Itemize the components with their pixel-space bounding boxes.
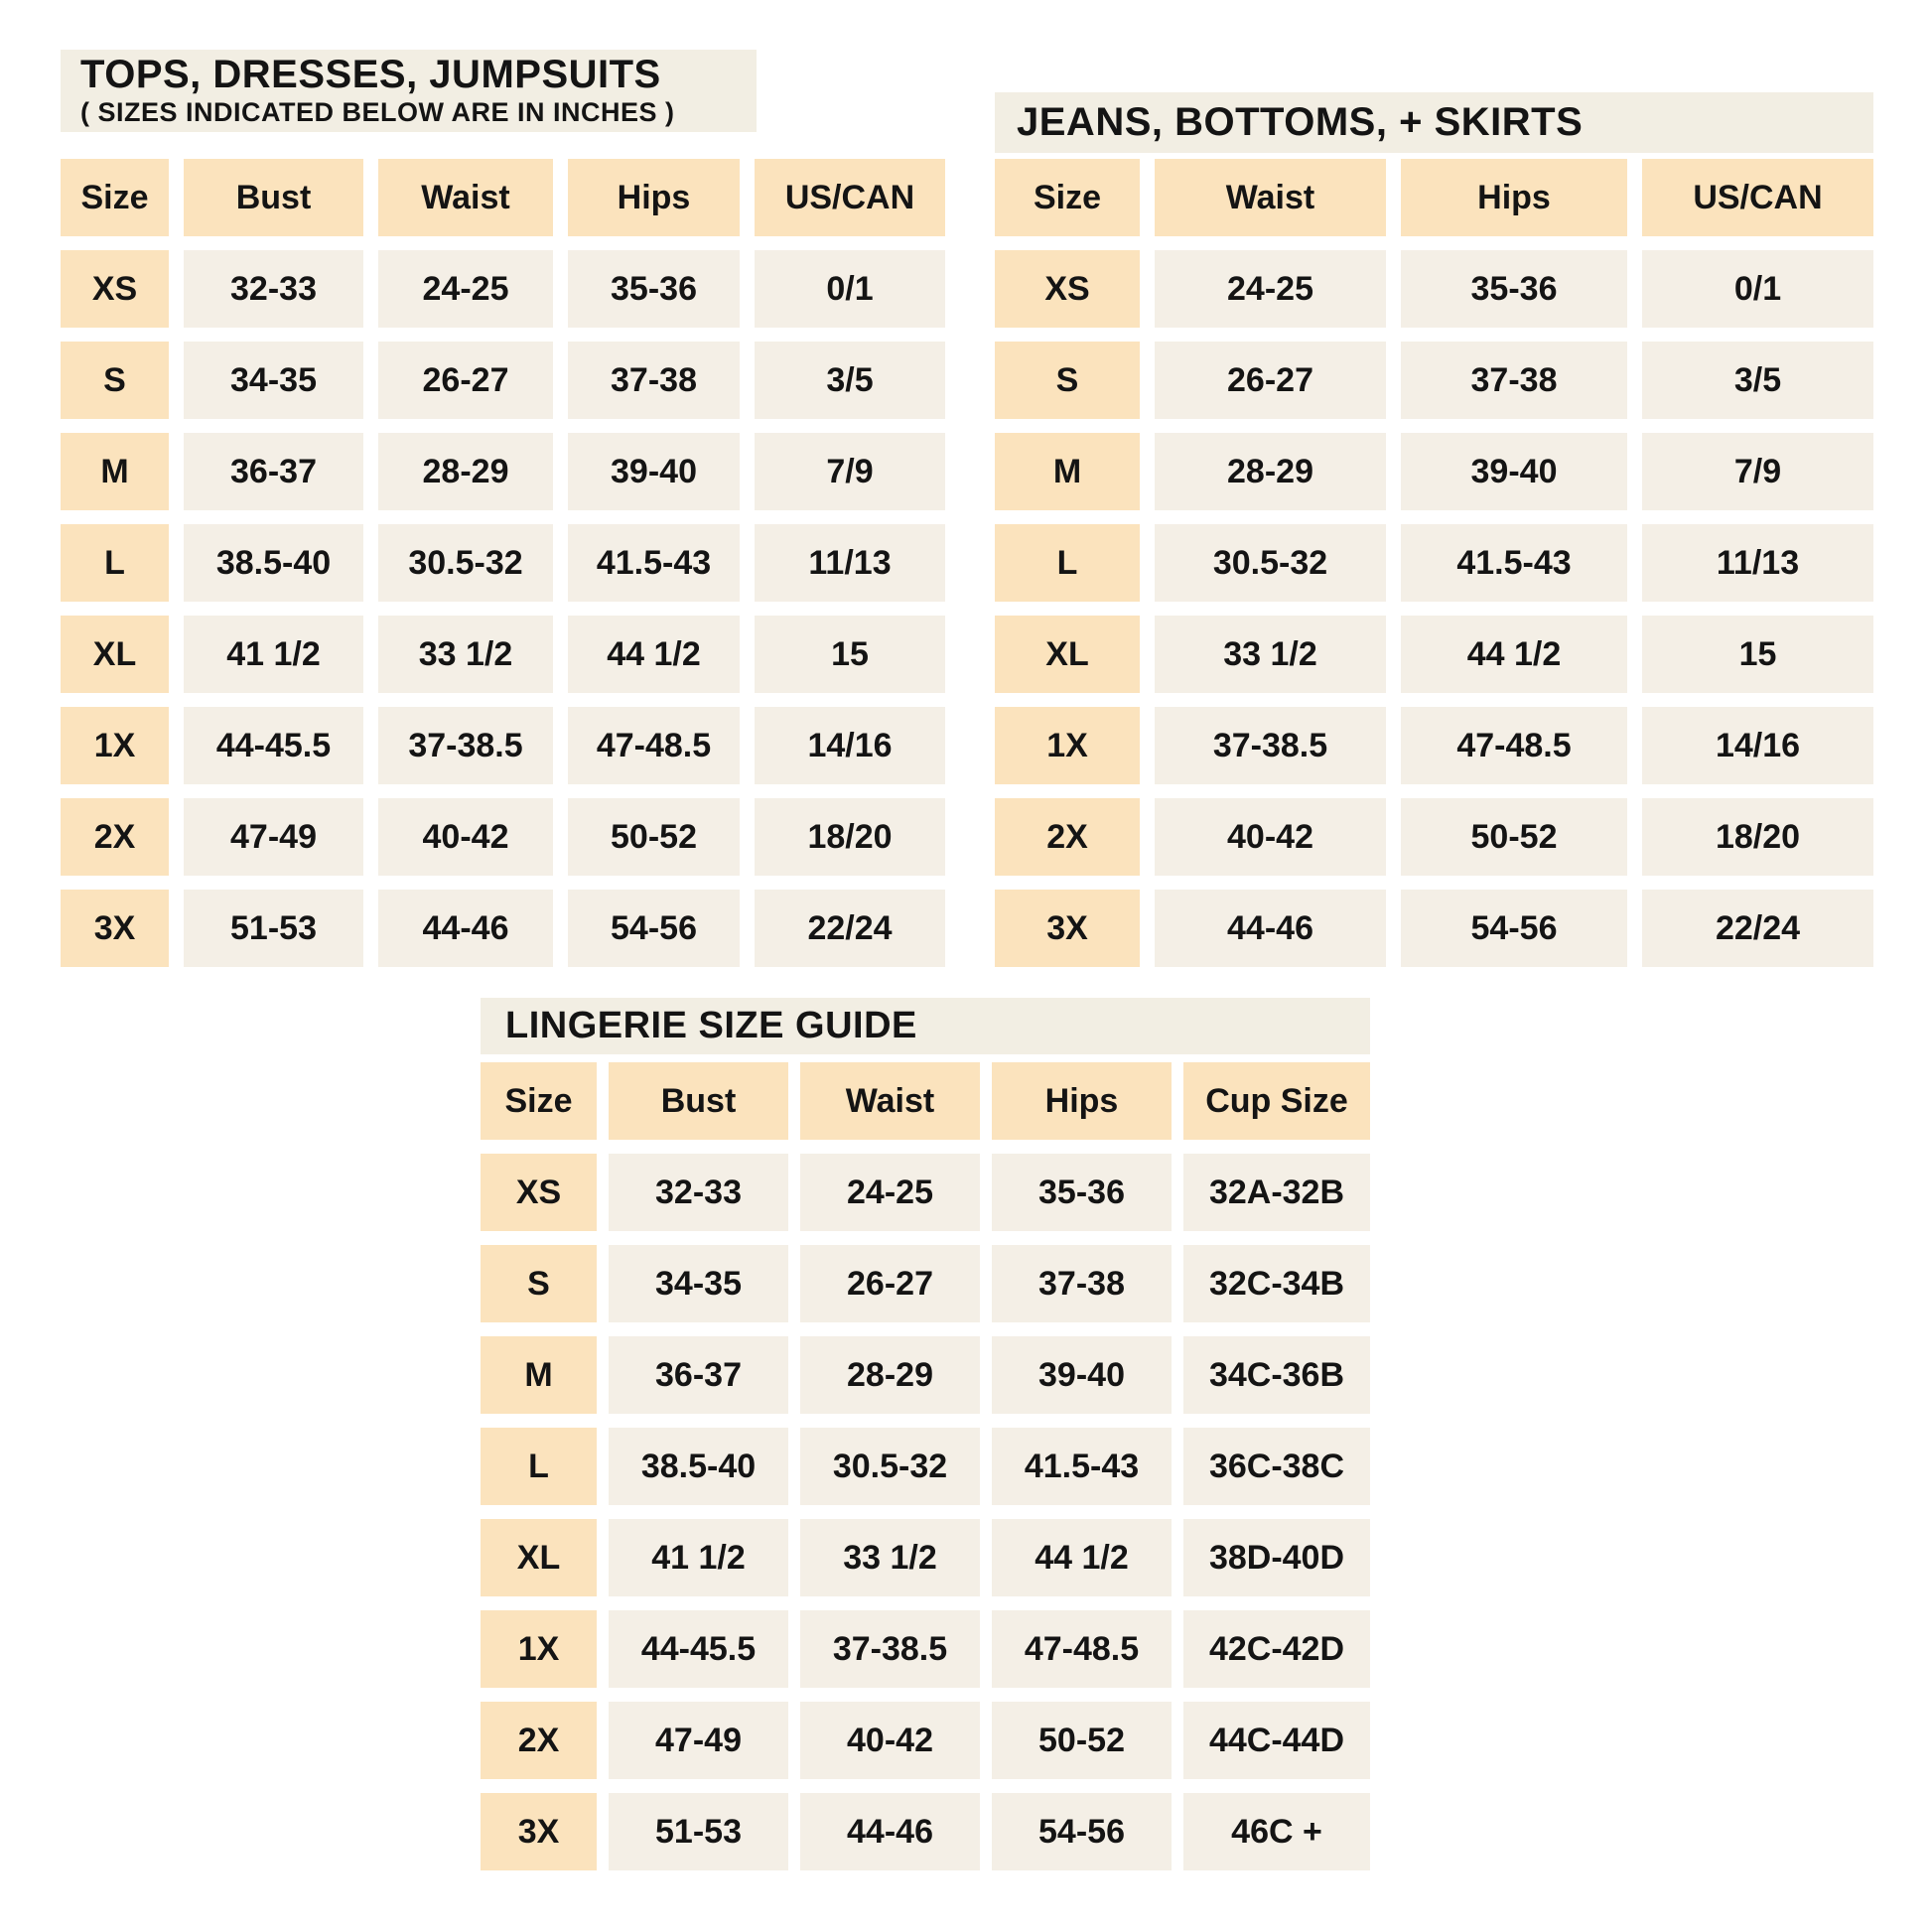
value-cell: 51-53 — [184, 890, 363, 967]
value-cell: 44C-44D — [1183, 1702, 1370, 1779]
value-cell: 38.5-40 — [184, 524, 363, 602]
value-cell: 22/24 — [1642, 890, 1873, 967]
value-cell: 30.5-32 — [1155, 524, 1386, 602]
value-cell: 24-25 — [1155, 250, 1386, 328]
value-cell: 34-35 — [609, 1245, 788, 1322]
size-label-cell: 3X — [481, 1793, 597, 1870]
size-label-cell: XL — [481, 1519, 597, 1596]
size-label-cell: S — [995, 342, 1140, 419]
size-label-cell: M — [995, 433, 1140, 510]
value-cell: 35-36 — [568, 250, 740, 328]
value-cell: 26-27 — [1155, 342, 1386, 419]
table-title-band — [61, 50, 757, 132]
value-cell: 41.5-43 — [992, 1428, 1172, 1505]
value-cell: 41.5-43 — [568, 524, 740, 602]
size-label-cell: L — [61, 524, 169, 602]
value-cell: 7/9 — [755, 433, 945, 510]
value-cell: 18/20 — [755, 798, 945, 876]
table-subtitle: ( SIZES INDICATED BELOW ARE IN INCHES ) — [80, 96, 675, 127]
size-label-cell: 1X — [481, 1610, 597, 1688]
size-label-cell: 3X — [995, 890, 1140, 967]
value-cell: 46C + — [1183, 1793, 1370, 1870]
value-cell: 34C-36B — [1183, 1336, 1370, 1414]
value-cell: 44 1/2 — [1401, 616, 1627, 693]
value-cell: 44-46 — [1155, 890, 1386, 967]
table-section-lingerie-size-guide — [481, 998, 1370, 1870]
value-cell: 30.5-32 — [378, 524, 553, 602]
column-header-cell: Hips — [992, 1062, 1172, 1140]
table-title-band — [481, 998, 1370, 1054]
value-cell: 47-48.5 — [1401, 707, 1627, 784]
value-cell: 28-29 — [378, 433, 553, 510]
value-cell: 34-35 — [184, 342, 363, 419]
size-table-lingerie — [481, 1062, 1370, 1870]
value-cell: 37-38.5 — [378, 707, 553, 784]
value-cell: 47-48.5 — [568, 707, 740, 784]
value-cell: 40-42 — [1155, 798, 1386, 876]
size-table-jeans — [995, 159, 1873, 967]
size-label-cell: M — [481, 1336, 597, 1414]
value-cell: 36C-38C — [1183, 1428, 1370, 1505]
value-cell: 18/20 — [1642, 798, 1873, 876]
value-cell: 47-49 — [184, 798, 363, 876]
table-title: JEANS, BOTTOMS, + SKIRTS — [1017, 99, 1584, 144]
column-header-cell: Bust — [609, 1062, 788, 1140]
size-table-tops — [61, 159, 945, 967]
value-cell: 37-38.5 — [800, 1610, 980, 1688]
size-label-cell: 2X — [995, 798, 1140, 876]
value-cell: 24-25 — [378, 250, 553, 328]
size-label-cell: M — [61, 433, 169, 510]
value-cell: 28-29 — [1155, 433, 1386, 510]
value-cell: 33 1/2 — [1155, 616, 1386, 693]
column-header-cell: Cup Size — [1183, 1062, 1370, 1140]
column-header-cell: Size — [995, 159, 1140, 236]
value-cell: 37-38 — [568, 342, 740, 419]
column-header-cell: Hips — [1401, 159, 1627, 236]
value-cell: 35-36 — [992, 1154, 1172, 1231]
size-label-cell: XL — [61, 616, 169, 693]
value-cell: 41.5-43 — [1401, 524, 1627, 602]
value-cell: 44-46 — [378, 890, 553, 967]
value-cell: 0/1 — [755, 250, 945, 328]
value-cell: 3/5 — [755, 342, 945, 419]
value-cell: 3/5 — [1642, 342, 1873, 419]
value-cell: 32A-32B — [1183, 1154, 1370, 1231]
value-cell: 24-25 — [800, 1154, 980, 1231]
table-title-band — [995, 92, 1873, 153]
value-cell: 37-38 — [992, 1245, 1172, 1322]
value-cell: 37-38 — [1401, 342, 1627, 419]
column-header-cell: Waist — [800, 1062, 980, 1140]
value-cell: 11/13 — [1642, 524, 1873, 602]
value-cell: 11/13 — [755, 524, 945, 602]
column-header-cell: US/CAN — [1642, 159, 1873, 236]
value-cell: 15 — [755, 616, 945, 693]
value-cell: 54-56 — [568, 890, 740, 967]
value-cell: 0/1 — [1642, 250, 1873, 328]
value-cell: 44-46 — [800, 1793, 980, 1870]
size-label-cell: 3X — [61, 890, 169, 967]
value-cell: 47-49 — [609, 1702, 788, 1779]
value-cell: 37-38.5 — [1155, 707, 1386, 784]
value-cell: 32-33 — [184, 250, 363, 328]
value-cell: 54-56 — [1401, 890, 1627, 967]
value-cell: 39-40 — [1401, 433, 1627, 510]
value-cell: 39-40 — [992, 1336, 1172, 1414]
table-section-jeans-bottoms-skirts — [995, 92, 1873, 967]
column-header-cell: Waist — [1155, 159, 1386, 236]
value-cell: 51-53 — [609, 1793, 788, 1870]
size-label-cell: XS — [61, 250, 169, 328]
size-label-cell: XL — [995, 616, 1140, 693]
value-cell: 41 1/2 — [609, 1519, 788, 1596]
value-cell: 33 1/2 — [378, 616, 553, 693]
size-label-cell: S — [481, 1245, 597, 1322]
value-cell: 32-33 — [609, 1154, 788, 1231]
value-cell: 42C-42D — [1183, 1610, 1370, 1688]
size-label-cell: 2X — [481, 1702, 597, 1779]
size-label-cell: 1X — [995, 707, 1140, 784]
column-header-cell: Waist — [378, 159, 553, 236]
table-title: TOPS, DRESSES, JUMPSUITS — [80, 53, 661, 97]
size-label-cell: XS — [481, 1154, 597, 1231]
size-label-cell: L — [481, 1428, 597, 1505]
value-cell: 40-42 — [800, 1702, 980, 1779]
value-cell: 44 1/2 — [568, 616, 740, 693]
value-cell: 47-48.5 — [992, 1610, 1172, 1688]
value-cell: 50-52 — [992, 1702, 1172, 1779]
column-header-cell: Size — [481, 1062, 597, 1140]
value-cell: 26-27 — [378, 342, 553, 419]
value-cell: 14/16 — [1642, 707, 1873, 784]
value-cell: 32C-34B — [1183, 1245, 1370, 1322]
value-cell: 36-37 — [609, 1336, 788, 1414]
value-cell: 22/24 — [755, 890, 945, 967]
value-cell: 7/9 — [1642, 433, 1873, 510]
size-label-cell: XS — [995, 250, 1140, 328]
value-cell: 15 — [1642, 616, 1873, 693]
value-cell: 54-56 — [992, 1793, 1172, 1870]
value-cell: 28-29 — [800, 1336, 980, 1414]
value-cell: 26-27 — [800, 1245, 980, 1322]
value-cell: 33 1/2 — [800, 1519, 980, 1596]
value-cell: 36-37 — [184, 433, 363, 510]
value-cell: 35-36 — [1401, 250, 1627, 328]
column-header-cell: US/CAN — [755, 159, 945, 236]
value-cell: 30.5-32 — [800, 1428, 980, 1505]
value-cell: 38.5-40 — [609, 1428, 788, 1505]
column-header-cell: Bust — [184, 159, 363, 236]
size-label-cell: 1X — [61, 707, 169, 784]
value-cell: 44-45.5 — [184, 707, 363, 784]
size-label-cell: 2X — [61, 798, 169, 876]
value-cell: 14/16 — [755, 707, 945, 784]
size-label-cell: L — [995, 524, 1140, 602]
column-header-cell: Size — [61, 159, 169, 236]
value-cell: 44 1/2 — [992, 1519, 1172, 1596]
table-section-tops-dresses-jumpsuits — [61, 50, 945, 967]
value-cell: 39-40 — [568, 433, 740, 510]
value-cell: 44-45.5 — [609, 1610, 788, 1688]
value-cell: 40-42 — [378, 798, 553, 876]
table-title: LINGERIE SIZE GUIDE — [505, 1004, 917, 1046]
column-header-cell: Hips — [568, 159, 740, 236]
value-cell: 38D-40D — [1183, 1519, 1370, 1596]
value-cell: 50-52 — [568, 798, 740, 876]
size-label-cell: S — [61, 342, 169, 419]
value-cell: 41 1/2 — [184, 616, 363, 693]
value-cell: 50-52 — [1401, 798, 1627, 876]
